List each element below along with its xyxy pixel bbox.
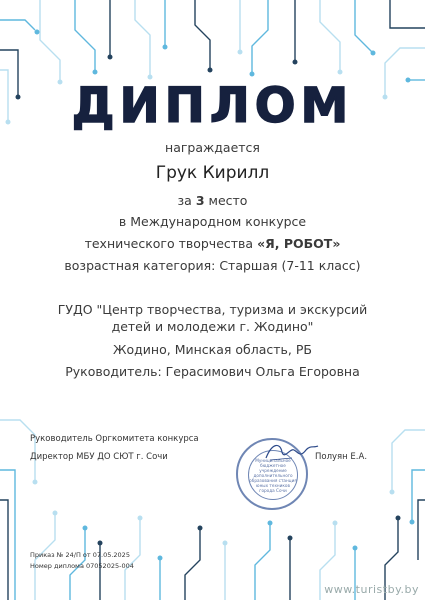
sign-title-1: Руководитель Оргкомитета конкурса bbox=[30, 434, 199, 444]
place-prefix: за bbox=[177, 193, 192, 208]
contest-line-2 bbox=[0, 236, 425, 251]
location: Жодино, Минская область, РБ bbox=[113, 342, 312, 357]
contest-name: «Я, РОБОТ» bbox=[257, 236, 341, 251]
stamp-text: Муниципальное бюджетное учреждение дополнительного образования станция юных техников города Сочи bbox=[248, 450, 298, 500]
contest-line-2-prefix: технического творчества bbox=[84, 236, 254, 251]
diploma-number: Номер диплома 07052025-004 bbox=[30, 562, 134, 570]
supervisor: Руководитель: Герасимович Ольга Егоровна bbox=[65, 364, 360, 379]
signature bbox=[262, 438, 322, 468]
age-category: возрастная категория: Старшая (7-11 класс) bbox=[64, 258, 361, 273]
place-line bbox=[0, 193, 425, 208]
diploma-title-text: ДИПЛОМ bbox=[71, 78, 354, 134]
sign-name: Полуян Е.А. bbox=[315, 452, 368, 462]
org-line-2: детей и молодежи г. Жодино" bbox=[111, 319, 314, 334]
place-number: 3 bbox=[195, 193, 205, 208]
order-number: Приказ № 24/П от 07.05.2025 bbox=[30, 551, 130, 559]
watermark: www.turistby.by bbox=[324, 583, 419, 596]
org-line-1: ГУДО "Центр творчества, туризма и экскурсий bbox=[57, 302, 368, 317]
recipient-name: Грук Кирилл bbox=[155, 163, 270, 183]
diploma-title bbox=[0, 78, 425, 134]
awarded-label: награждается bbox=[165, 140, 260, 155]
place-suffix: место bbox=[208, 193, 248, 208]
contest-line-1: в Международном конкурсе bbox=[118, 214, 307, 229]
sign-title-2: Директор МБУ ДО СЮТ г. Сочи bbox=[30, 452, 168, 462]
